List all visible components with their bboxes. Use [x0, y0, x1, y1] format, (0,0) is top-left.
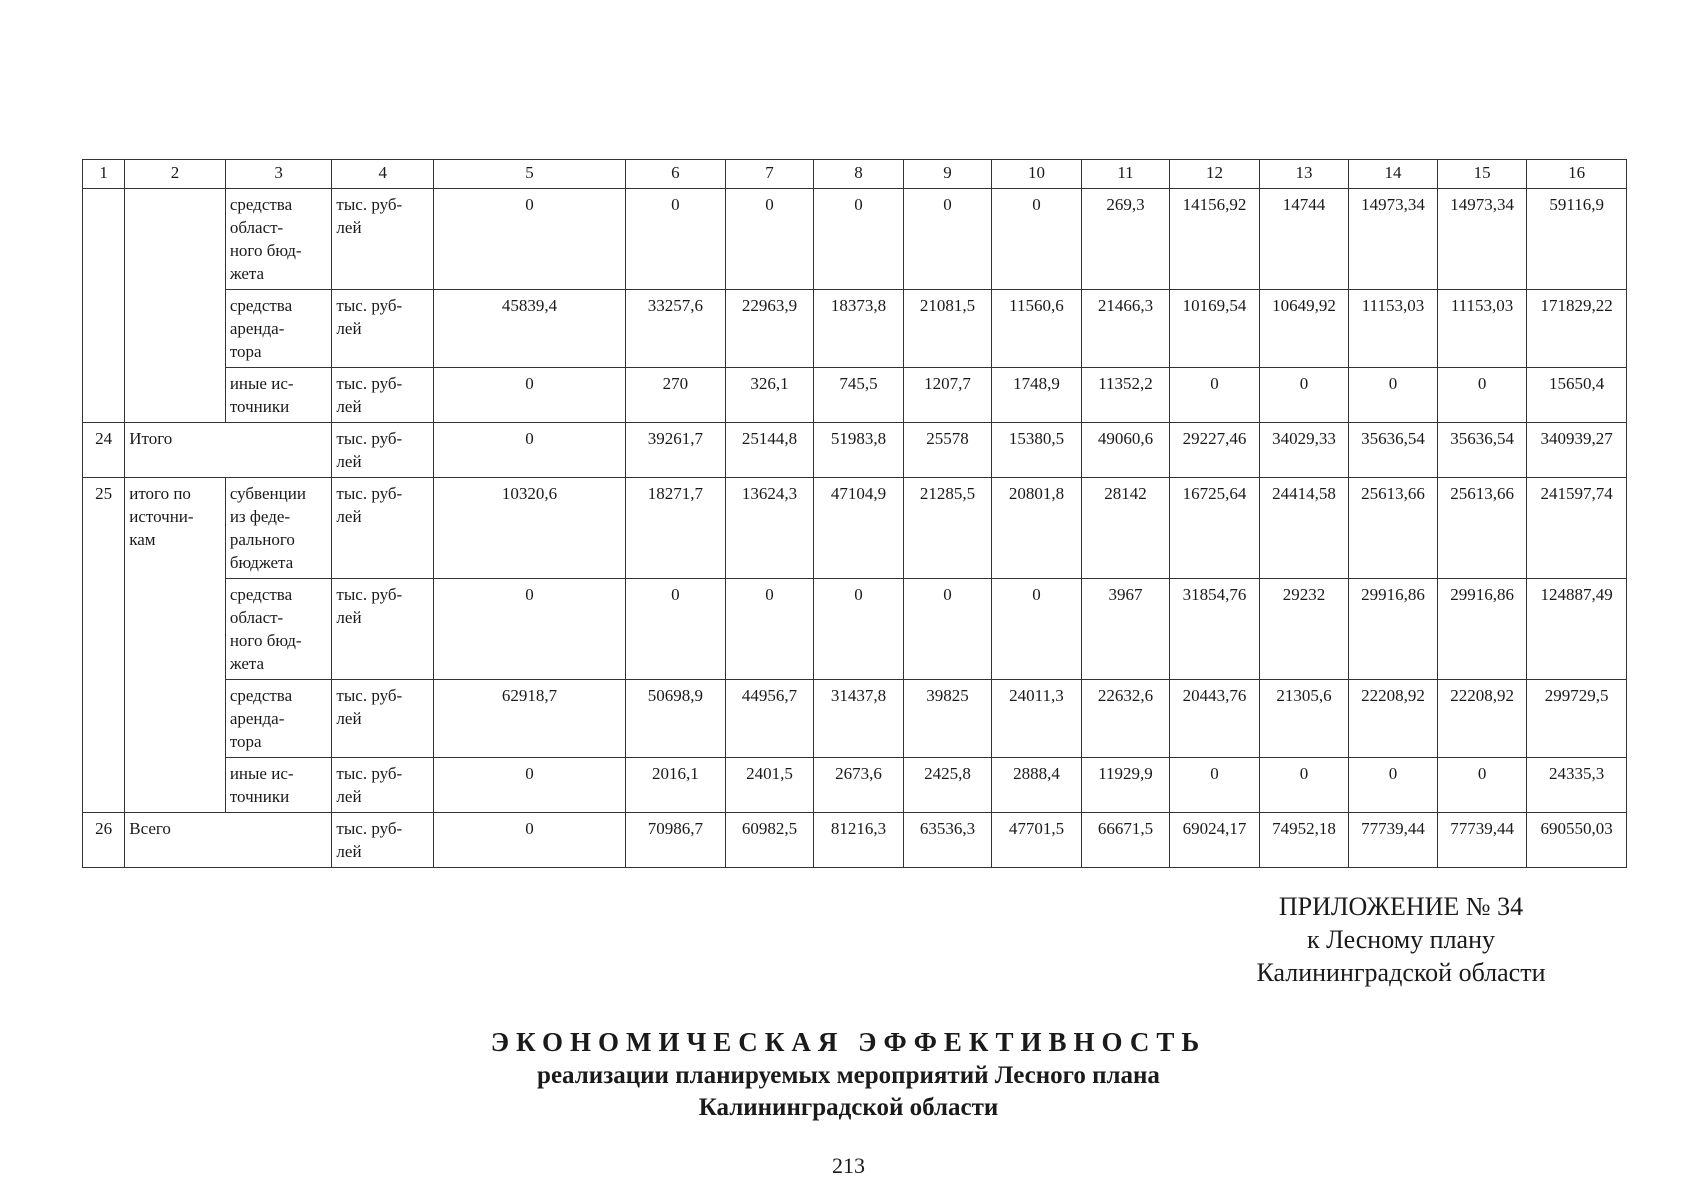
column-header: 12	[1170, 160, 1260, 189]
column-header: 2	[125, 160, 226, 189]
table-row	[83, 813, 1627, 868]
value-cell: 24011,3	[992, 680, 1082, 758]
value-cell: 74952,18	[1259, 813, 1349, 868]
unit-cell: тыс. руб- лей	[332, 423, 434, 478]
column-header: 14	[1349, 160, 1438, 189]
value-cell: 25613,66	[1349, 478, 1438, 579]
unit-cell: тыс. руб- лей	[332, 290, 434, 368]
value-cell: 81216,3	[814, 813, 904, 868]
value-cell: 269,3	[1081, 189, 1170, 290]
value-cell: 28142	[1081, 478, 1170, 579]
value-cell: 0	[725, 579, 814, 680]
row-number-cell	[83, 189, 125, 423]
title-main: ЭКОНОМИЧЕСКАЯ ЭФФЕКТИВНОСТЬ	[490, 1027, 1207, 1057]
value-cell: 0	[1170, 758, 1260, 813]
column-header: 15	[1437, 160, 1527, 189]
value-cell: 11352,2	[1081, 368, 1170, 423]
value-cell: 745,5	[814, 368, 904, 423]
column-header: 16	[1527, 160, 1627, 189]
value-cell: 35636,54	[1349, 423, 1438, 478]
value-cell: 2425,8	[903, 758, 992, 813]
value-cell: 241597,74	[1527, 478, 1627, 579]
value-cell: 47701,5	[992, 813, 1082, 868]
value-cell: 20443,76	[1170, 680, 1260, 758]
value-cell: 0	[903, 579, 992, 680]
value-cell: 0	[1259, 368, 1349, 423]
value-cell: 0	[1259, 758, 1349, 813]
source-cell: средства аренда- тора	[225, 680, 332, 758]
value-cell: 0	[814, 579, 904, 680]
value-cell: 18373,8	[814, 290, 904, 368]
value-cell: 31437,8	[814, 680, 904, 758]
value-cell: 47104,9	[814, 478, 904, 579]
source-cell: иные ис- точники	[225, 758, 332, 813]
value-cell: 0	[1437, 368, 1527, 423]
value-cell: 270	[626, 368, 726, 423]
value-cell: 29916,86	[1349, 579, 1438, 680]
column-header: 1	[83, 160, 125, 189]
value-cell: 326,1	[725, 368, 814, 423]
value-cell: 69024,17	[1170, 813, 1260, 868]
table-row	[83, 423, 1627, 478]
row-label-cell: итого по источни- кам	[125, 478, 226, 813]
value-cell: 10649,92	[1259, 290, 1349, 368]
value-cell: 0	[903, 189, 992, 290]
value-cell: 18271,7	[626, 478, 726, 579]
value-cell: 60982,5	[725, 813, 814, 868]
table-row	[83, 579, 1627, 680]
value-cell: 29916,86	[1437, 579, 1527, 680]
value-cell: 29232	[1259, 579, 1349, 680]
row-number-cell: 25	[83, 478, 125, 813]
value-cell: 15380,5	[992, 423, 1082, 478]
value-cell: 49060,6	[1081, 423, 1170, 478]
value-cell: 14744	[1259, 189, 1349, 290]
value-cell: 0	[1349, 758, 1438, 813]
value-cell: 13624,3	[725, 478, 814, 579]
value-cell: 10320,6	[434, 478, 626, 579]
row-label-cell: Всего	[125, 813, 332, 868]
value-cell: 124887,49	[1527, 579, 1627, 680]
value-cell: 690550,03	[1527, 813, 1627, 868]
table-row	[83, 478, 1627, 579]
value-cell: 2673,6	[814, 758, 904, 813]
column-header: 7	[725, 160, 814, 189]
value-cell: 31854,76	[1170, 579, 1260, 680]
table-row	[83, 290, 1627, 368]
value-cell: 21305,6	[1259, 680, 1349, 758]
column-header: 11	[1081, 160, 1170, 189]
column-header: 3	[225, 160, 332, 189]
value-cell: 3967	[1081, 579, 1170, 680]
table-row	[83, 758, 1627, 813]
value-cell: 14973,34	[1349, 189, 1438, 290]
value-cell: 34029,33	[1259, 423, 1349, 478]
unit-cell: тыс. руб- лей	[332, 579, 434, 680]
value-cell: 20801,8	[992, 478, 1082, 579]
unit-cell: тыс. руб- лей	[332, 478, 434, 579]
header-row	[83, 160, 1627, 189]
value-cell: 0	[814, 189, 904, 290]
value-cell: 14156,92	[1170, 189, 1260, 290]
value-cell: 0	[434, 368, 626, 423]
source-cell: средства област- ного бюд- жета	[225, 579, 332, 680]
value-cell: 0	[434, 758, 626, 813]
value-cell: 77739,44	[1437, 813, 1527, 868]
value-cell: 50698,9	[626, 680, 726, 758]
unit-cell: тыс. руб- лей	[332, 680, 434, 758]
value-cell: 11560,6	[992, 290, 1082, 368]
row-number-cell: 24	[83, 423, 125, 478]
value-cell: 77739,44	[1349, 813, 1438, 868]
source-cell: иные ис- точники	[225, 368, 332, 423]
value-cell: 39261,7	[626, 423, 726, 478]
value-cell: 0	[434, 189, 626, 290]
value-cell: 2888,4	[992, 758, 1082, 813]
column-header: 5	[434, 160, 626, 189]
column-header: 6	[626, 160, 726, 189]
unit-cell: тыс. руб- лей	[332, 368, 434, 423]
value-cell: 33257,6	[626, 290, 726, 368]
value-cell: 299729,5	[1527, 680, 1627, 758]
value-cell: 29227,46	[1170, 423, 1260, 478]
value-cell: 14973,34	[1437, 189, 1527, 290]
unit-cell: тыс. руб- лей	[332, 758, 434, 813]
value-cell: 2016,1	[626, 758, 726, 813]
value-cell: 171829,22	[1527, 290, 1627, 368]
unit-cell: тыс. руб- лей	[332, 813, 434, 868]
value-cell: 35636,54	[1437, 423, 1527, 478]
value-cell: 0	[992, 579, 1082, 680]
value-cell: 16725,64	[1170, 478, 1260, 579]
appendix-subtitle: к Лесному плану	[1306, 925, 1496, 954]
value-cell: 10169,54	[1170, 290, 1260, 368]
value-cell: 1748,9	[992, 368, 1082, 423]
title-region: Калининградской области	[698, 1094, 999, 1121]
value-cell: 15650,4	[1527, 368, 1627, 423]
value-cell: 0	[1437, 758, 1527, 813]
value-cell: 62918,7	[434, 680, 626, 758]
value-cell: 21466,3	[1081, 290, 1170, 368]
column-header: 10	[992, 160, 1082, 189]
value-cell: 11153,03	[1349, 290, 1438, 368]
page-number: 213	[832, 1153, 865, 1178]
value-cell: 11153,03	[1437, 290, 1527, 368]
value-cell: 0	[1349, 368, 1438, 423]
value-cell: 21081,5	[903, 290, 992, 368]
appendix-number: ПРИЛОЖЕНИЕ № 34	[1278, 892, 1524, 921]
value-cell: 0	[434, 579, 626, 680]
value-cell: 0	[434, 813, 626, 868]
value-cell: 59116,9	[1527, 189, 1627, 290]
value-cell: 0	[626, 579, 726, 680]
value-cell: 2401,5	[725, 758, 814, 813]
value-cell: 11929,9	[1081, 758, 1170, 813]
appendix-header	[1191, 890, 1611, 989]
value-cell: 70986,7	[626, 813, 726, 868]
row-label-cell: Итого	[125, 423, 332, 478]
value-cell: 1207,7	[903, 368, 992, 423]
value-cell: 25144,8	[725, 423, 814, 478]
value-cell: 44956,7	[725, 680, 814, 758]
value-cell: 340939,27	[1527, 423, 1627, 478]
value-cell: 0	[1170, 368, 1260, 423]
value-cell: 0	[725, 189, 814, 290]
value-cell: 22208,92	[1437, 680, 1527, 758]
unit-cell: тыс. руб- лей	[332, 189, 434, 290]
row-label-cell	[125, 189, 226, 423]
table-row	[83, 368, 1627, 423]
value-cell: 63536,3	[903, 813, 992, 868]
value-cell: 39825	[903, 680, 992, 758]
document-title	[300, 1024, 1397, 1124]
source-cell: средства област- ного бюд- жета	[225, 189, 332, 290]
value-cell: 45839,4	[434, 290, 626, 368]
value-cell: 25578	[903, 423, 992, 478]
value-cell: 25613,66	[1437, 478, 1527, 579]
row-number-cell: 26	[83, 813, 125, 868]
value-cell: 24414,58	[1259, 478, 1349, 579]
column-header: 13	[1259, 160, 1349, 189]
value-cell: 24335,3	[1527, 758, 1627, 813]
value-cell: 51983,8	[814, 423, 904, 478]
value-cell: 22632,6	[1081, 680, 1170, 758]
appendix-region: Калининградской области	[1256, 958, 1546, 987]
source-cell: средства аренда- тора	[225, 290, 332, 368]
value-cell: 22963,9	[725, 290, 814, 368]
value-cell: 0	[626, 189, 726, 290]
source-cell: субвенции из феде- рального бюджета	[225, 478, 332, 579]
table-row	[83, 189, 1627, 290]
value-cell: 21285,5	[903, 478, 992, 579]
value-cell: 66671,5	[1081, 813, 1170, 868]
budget-table	[82, 159, 1627, 868]
table-row	[83, 680, 1627, 758]
column-header: 9	[903, 160, 992, 189]
value-cell: 0	[992, 189, 1082, 290]
value-cell: 0	[434, 423, 626, 478]
column-header: 4	[332, 160, 434, 189]
title-subtitle: реализации планируемых мероприятий Лесного плана	[537, 1062, 1160, 1089]
value-cell: 22208,92	[1349, 680, 1438, 758]
column-header: 8	[814, 160, 904, 189]
